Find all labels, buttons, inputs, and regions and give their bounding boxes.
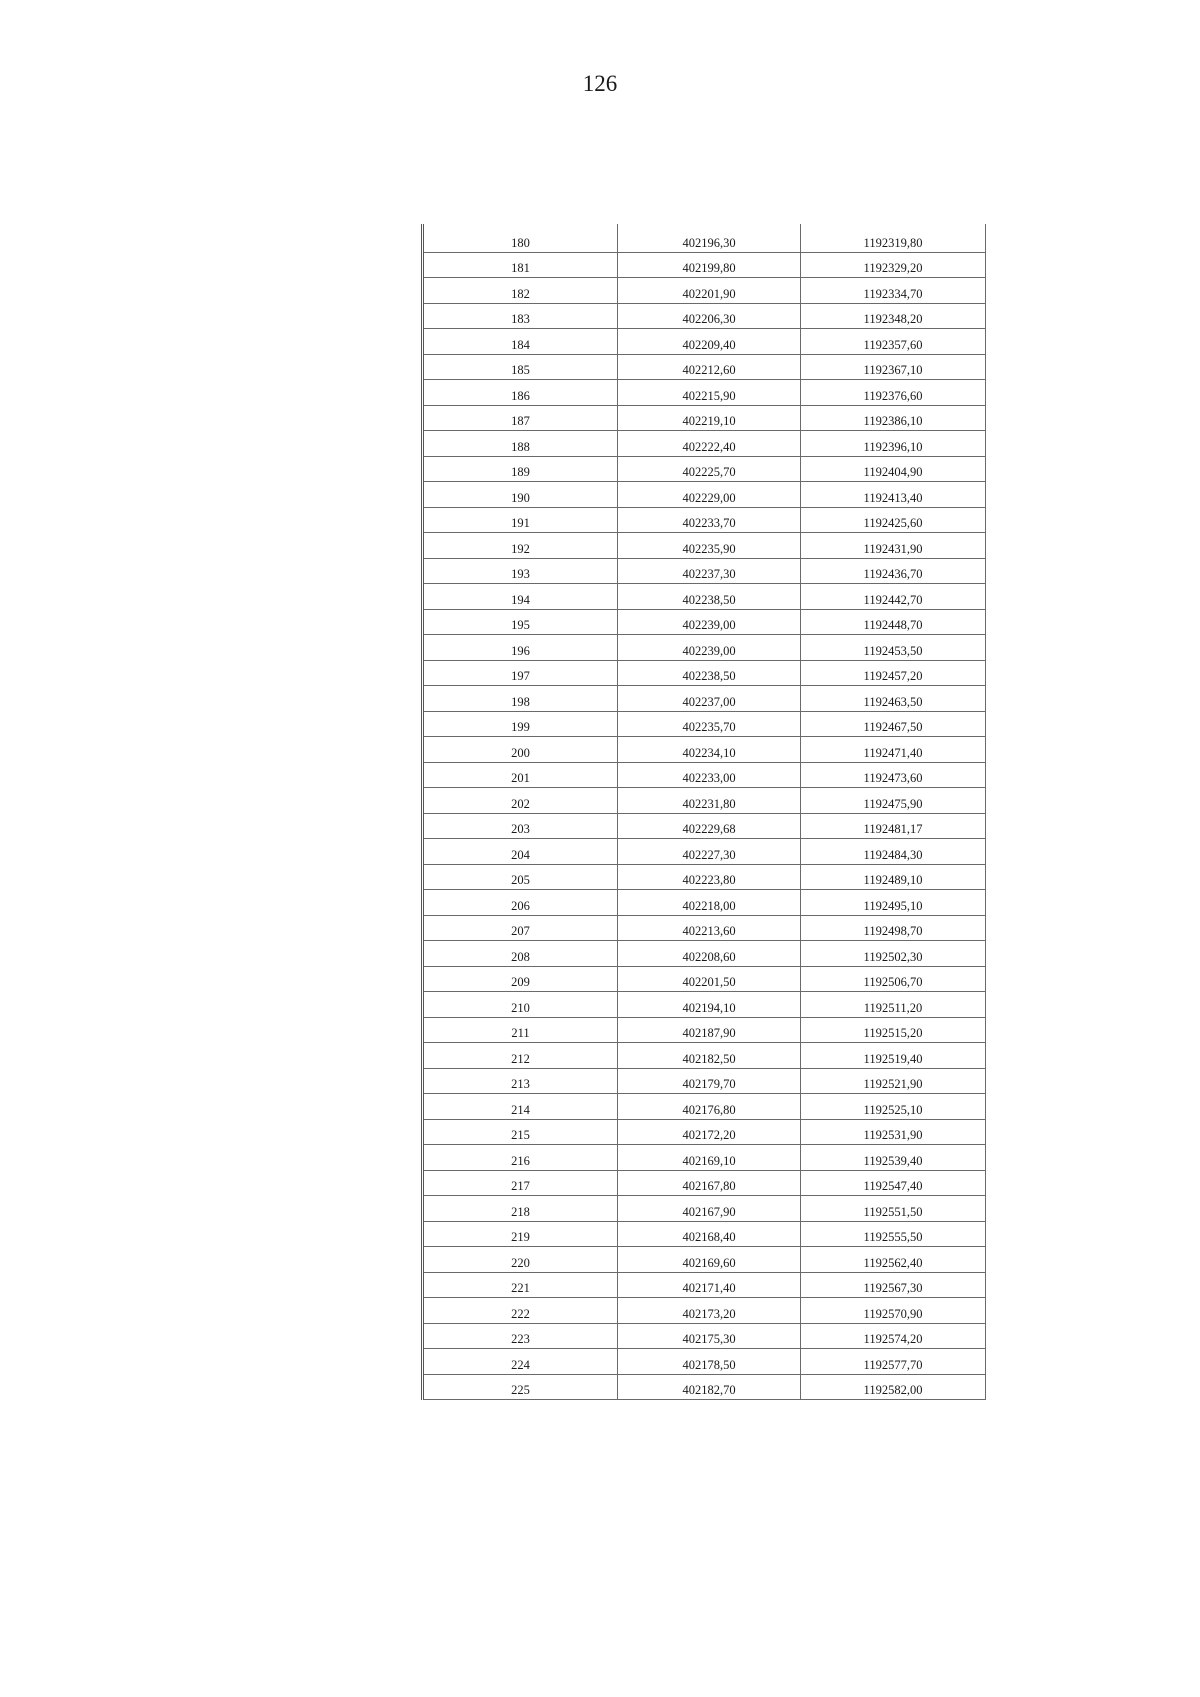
y-coordinate-cell: 1192467,50 [801,711,986,737]
table-row [423,329,986,355]
table-row [423,1298,986,1324]
x-coordinate-cell: 402194,10 [618,992,801,1018]
table-row [423,864,986,890]
x-coordinate-cell: 402229,00 [618,482,801,508]
point-number-cell: 186 [423,380,618,406]
x-coordinate-cell: 402199,80 [618,252,801,278]
point-number-cell: 181 [423,252,618,278]
y-coordinate-cell: 1192562,40 [801,1247,986,1273]
x-coordinate-cell: 402223,80 [618,864,801,890]
table-row [423,1119,986,1145]
table-row [423,303,986,329]
table-row [423,558,986,584]
y-coordinate-cell: 1192539,40 [801,1145,986,1171]
point-number-cell: 196 [423,635,618,661]
table-row [423,1043,986,1069]
point-number-cell: 220 [423,1247,618,1273]
table-row [423,252,986,278]
table-row [423,966,986,992]
y-coordinate-cell: 1192357,60 [801,329,986,355]
y-coordinate-cell: 1192425,60 [801,507,986,533]
point-number-cell: 208 [423,941,618,967]
table-row [423,635,986,661]
y-coordinate-cell: 1192431,90 [801,533,986,559]
table-row [423,482,986,508]
point-number-cell: 225 [423,1374,618,1400]
x-coordinate-cell: 402237,30 [618,558,801,584]
x-coordinate-cell: 402187,90 [618,1017,801,1043]
y-coordinate-cell: 1192498,70 [801,915,986,941]
point-number-cell: 213 [423,1068,618,1094]
y-coordinate-cell: 1192319,80 [801,224,986,252]
point-number-cell: 184 [423,329,618,355]
y-coordinate-cell: 1192453,50 [801,635,986,661]
x-coordinate-cell: 402215,90 [618,380,801,406]
x-coordinate-cell: 402182,70 [618,1374,801,1400]
point-number-cell: 211 [423,1017,618,1043]
point-number-cell: 218 [423,1196,618,1222]
table-row [423,1196,986,1222]
x-coordinate-cell: 402182,50 [618,1043,801,1069]
point-number-cell: 192 [423,533,618,559]
point-number-cell: 206 [423,890,618,916]
table-row [423,1017,986,1043]
table-row [423,992,986,1018]
table-row [423,788,986,814]
x-coordinate-cell: 402227,30 [618,839,801,865]
x-coordinate-cell: 402169,60 [618,1247,801,1273]
point-number-cell: 187 [423,405,618,431]
point-number-cell: 189 [423,456,618,482]
y-coordinate-cell: 1192481,17 [801,813,986,839]
y-coordinate-cell: 1192555,50 [801,1221,986,1247]
y-coordinate-cell: 1192582,00 [801,1374,986,1400]
table-row [423,1170,986,1196]
y-coordinate-cell: 1192521,90 [801,1068,986,1094]
table-row [423,354,986,380]
y-coordinate-cell: 1192531,90 [801,1119,986,1145]
table-row [423,1323,986,1349]
point-number-cell: 197 [423,660,618,686]
point-number-cell: 180 [423,224,618,252]
y-coordinate-cell: 1192475,90 [801,788,986,814]
point-number-cell: 201 [423,762,618,788]
table-row [423,431,986,457]
y-coordinate-cell: 1192506,70 [801,966,986,992]
table-row [423,278,986,304]
point-number-cell: 204 [423,839,618,865]
x-coordinate-cell: 402233,70 [618,507,801,533]
x-coordinate-cell: 402206,30 [618,303,801,329]
coordinates-table-body [423,224,986,1400]
y-coordinate-cell: 1192567,30 [801,1272,986,1298]
table-row [423,941,986,967]
table-row [423,609,986,635]
x-coordinate-cell: 402235,70 [618,711,801,737]
x-coordinate-cell: 402201,90 [618,278,801,304]
y-coordinate-cell: 1192436,70 [801,558,986,584]
table-row [423,584,986,610]
point-number-cell: 203 [423,813,618,839]
point-number-cell: 202 [423,788,618,814]
x-coordinate-cell: 402169,10 [618,1145,801,1171]
x-coordinate-cell: 402196,30 [618,224,801,252]
x-coordinate-cell: 402171,40 [618,1272,801,1298]
x-coordinate-cell: 402235,90 [618,533,801,559]
point-number-cell: 219 [423,1221,618,1247]
table-row [423,660,986,686]
x-coordinate-cell: 402209,40 [618,329,801,355]
x-coordinate-cell: 402222,40 [618,431,801,457]
table-row [423,380,986,406]
table-row [423,711,986,737]
point-number-cell: 222 [423,1298,618,1324]
y-coordinate-cell: 1192551,50 [801,1196,986,1222]
x-coordinate-cell: 402218,00 [618,890,801,916]
y-coordinate-cell: 1192511,20 [801,992,986,1018]
y-coordinate-cell: 1192367,10 [801,354,986,380]
x-coordinate-cell: 402219,10 [618,405,801,431]
point-number-cell: 205 [423,864,618,890]
point-number-cell: 195 [423,609,618,635]
point-number-cell: 182 [423,278,618,304]
table-row [423,533,986,559]
x-coordinate-cell: 402233,00 [618,762,801,788]
point-number-cell: 215 [423,1119,618,1145]
x-coordinate-cell: 402176,80 [618,1094,801,1120]
y-coordinate-cell: 1192334,70 [801,278,986,304]
table-row [423,1247,986,1273]
y-coordinate-cell: 1192442,70 [801,584,986,610]
point-number-cell: 214 [423,1094,618,1120]
y-coordinate-cell: 1192502,30 [801,941,986,967]
point-number-cell: 193 [423,558,618,584]
x-coordinate-cell: 402173,20 [618,1298,801,1324]
x-coordinate-cell: 402179,70 [618,1068,801,1094]
point-number-cell: 209 [423,966,618,992]
y-coordinate-cell: 1192448,70 [801,609,986,635]
point-number-cell: 210 [423,992,618,1018]
x-coordinate-cell: 402201,50 [618,966,801,992]
table-row [423,224,986,252]
point-number-cell: 207 [423,915,618,941]
y-coordinate-cell: 1192495,10 [801,890,986,916]
point-number-cell: 223 [423,1323,618,1349]
y-coordinate-cell: 1192574,20 [801,1323,986,1349]
table-row [423,507,986,533]
x-coordinate-cell: 402168,40 [618,1221,801,1247]
point-number-cell: 188 [423,431,618,457]
table-row [423,1145,986,1171]
point-number-cell: 191 [423,507,618,533]
point-number-cell: 224 [423,1349,618,1375]
table-row [423,405,986,431]
table-row [423,915,986,941]
y-coordinate-cell: 1192473,60 [801,762,986,788]
x-coordinate-cell: 402229,68 [618,813,801,839]
point-number-cell: 217 [423,1170,618,1196]
y-coordinate-cell: 1192577,70 [801,1349,986,1375]
point-number-cell: 185 [423,354,618,380]
table-row [423,1221,986,1247]
x-coordinate-cell: 402238,50 [618,584,801,610]
coordinates-table [421,224,986,1400]
y-coordinate-cell: 1192547,40 [801,1170,986,1196]
x-coordinate-cell: 402167,90 [618,1196,801,1222]
table-row [423,1094,986,1120]
x-coordinate-cell: 402213,60 [618,915,801,941]
y-coordinate-cell: 1192376,60 [801,380,986,406]
y-coordinate-cell: 1192348,20 [801,303,986,329]
point-number-cell: 190 [423,482,618,508]
y-coordinate-cell: 1192329,20 [801,252,986,278]
x-coordinate-cell: 402234,10 [618,737,801,763]
table-row [423,456,986,482]
page-number: 126 [582,71,618,96]
y-coordinate-cell: 1192519,40 [801,1043,986,1069]
y-coordinate-cell: 1192471,40 [801,737,986,763]
x-coordinate-cell: 402225,70 [618,456,801,482]
y-coordinate-cell: 1192525,10 [801,1094,986,1120]
x-coordinate-cell: 402178,50 [618,1349,801,1375]
x-coordinate-cell: 402237,00 [618,686,801,712]
y-coordinate-cell: 1192463,50 [801,686,986,712]
table-row [423,737,986,763]
table-row [423,1374,986,1400]
y-coordinate-cell: 1192570,90 [801,1298,986,1324]
point-number-cell: 200 [423,737,618,763]
table-row [423,1272,986,1298]
table-row [423,1068,986,1094]
x-coordinate-cell: 402208,60 [618,941,801,967]
point-number-cell: 194 [423,584,618,610]
point-number-cell: 216 [423,1145,618,1171]
x-coordinate-cell: 402231,80 [618,788,801,814]
table-row [423,839,986,865]
table-row [423,813,986,839]
table-row [423,686,986,712]
y-coordinate-cell: 1192404,90 [801,456,986,482]
y-coordinate-cell: 1192489,10 [801,864,986,890]
point-number-cell: 212 [423,1043,618,1069]
x-coordinate-cell: 402175,30 [618,1323,801,1349]
x-coordinate-cell: 402167,80 [618,1170,801,1196]
table-row [423,890,986,916]
x-coordinate-cell: 402212,60 [618,354,801,380]
point-number-cell: 198 [423,686,618,712]
y-coordinate-cell: 1192413,40 [801,482,986,508]
x-coordinate-cell: 402172,20 [618,1119,801,1145]
y-coordinate-cell: 1192515,20 [801,1017,986,1043]
y-coordinate-cell: 1192457,20 [801,660,986,686]
y-coordinate-cell: 1192396,10 [801,431,986,457]
point-number-cell: 221 [423,1272,618,1298]
point-number-cell: 183 [423,303,618,329]
table-row [423,762,986,788]
y-coordinate-cell: 1192386,10 [801,405,986,431]
table-row [423,1349,986,1375]
point-number-cell: 199 [423,711,618,737]
x-coordinate-cell: 402239,00 [618,609,801,635]
x-coordinate-cell: 402239,00 [618,635,801,661]
y-coordinate-cell: 1192484,30 [801,839,986,865]
x-coordinate-cell: 402238,50 [618,660,801,686]
